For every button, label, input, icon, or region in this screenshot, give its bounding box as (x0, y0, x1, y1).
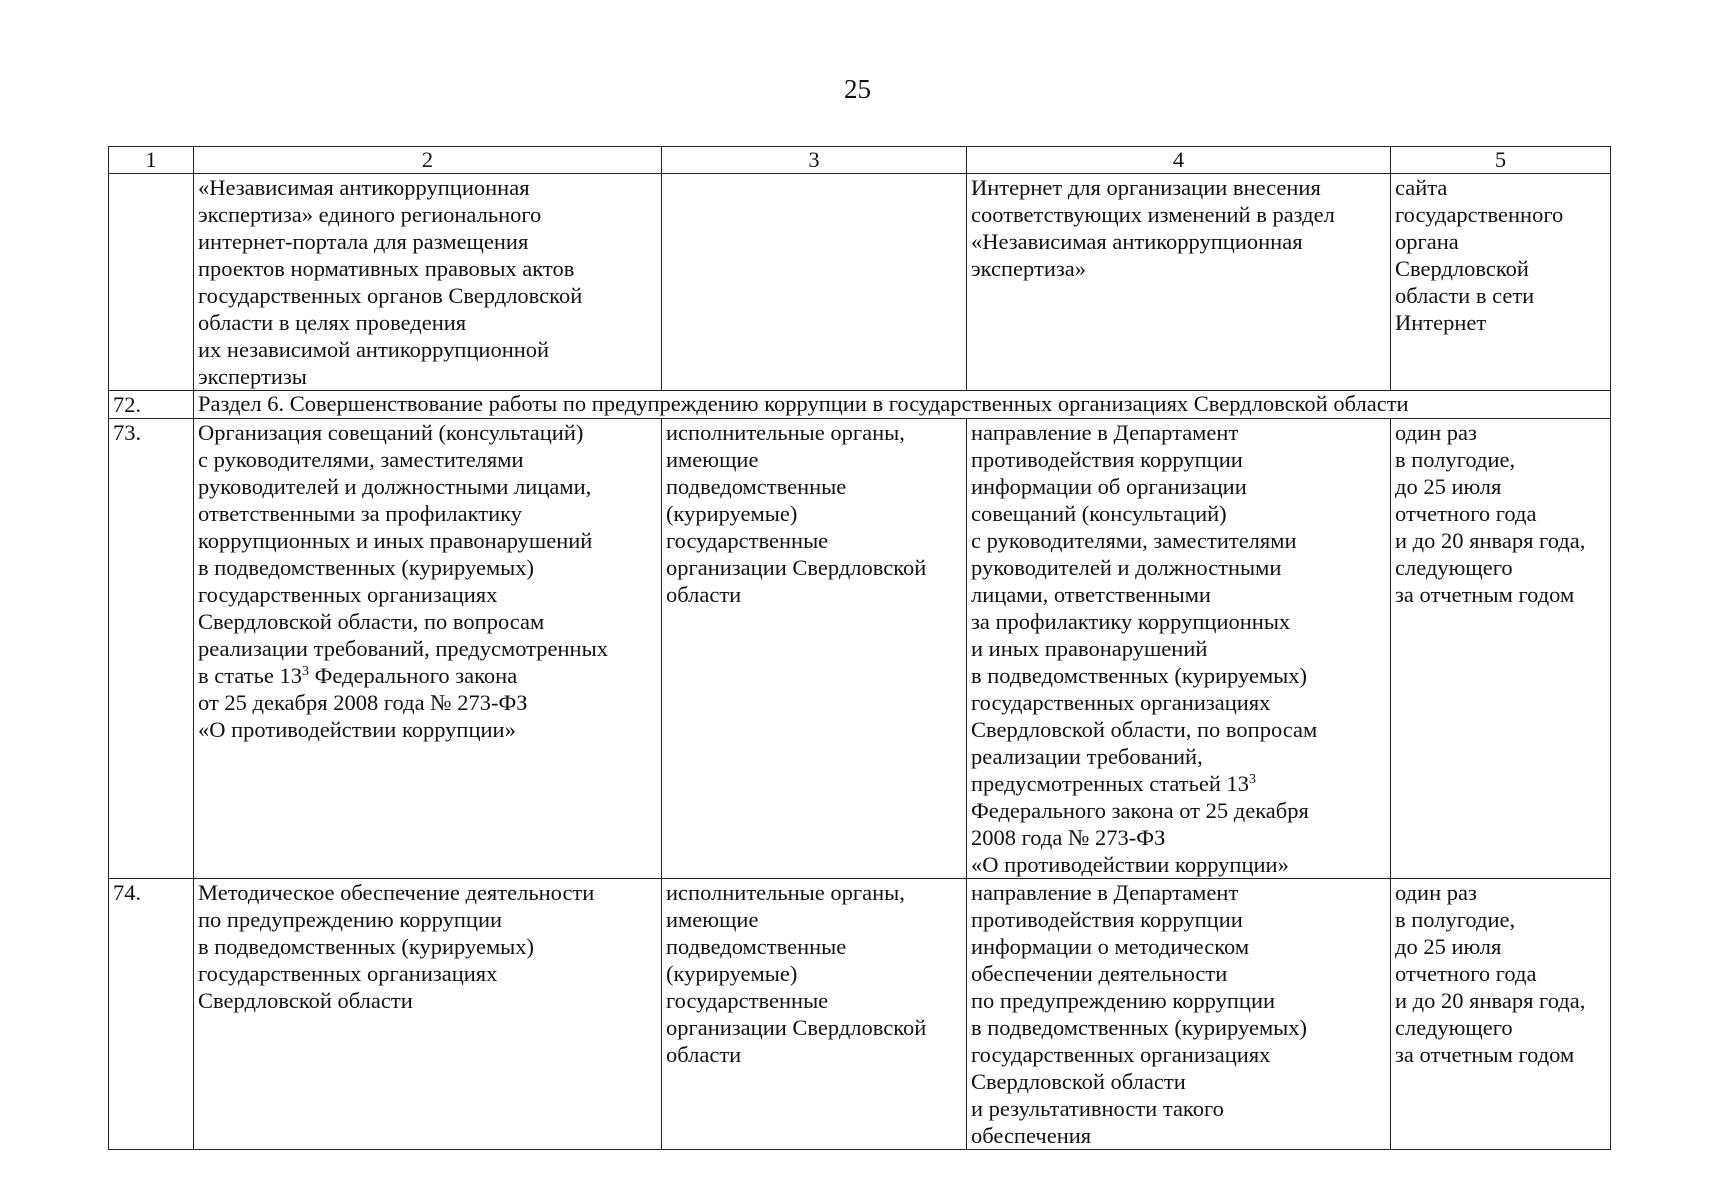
column-header-3: 3 (662, 147, 967, 174)
event-description-cell: Методическое обеспечение деятельности по предупреждению коррупции в подведомственных (курируемых) государственных организациях Свердловской области (194, 879, 662, 1150)
table-row-continuation (109, 174, 1611, 391)
row-number-cell: 73. (109, 419, 194, 879)
section-row (109, 391, 1611, 419)
table-header-row (109, 147, 1611, 174)
column-header-5: 5 (1391, 147, 1611, 174)
executors-cell: исполнительные органы, имеющие подведомственные (курируемые) государственные организации Свердловской области (662, 419, 967, 879)
expected-result-cell: направление в Департамент противодействия коррупции информации о методическом обеспечении деятельности по предупреждению коррупции в подведомственных (курируемых) государственных организациях Свердловской области и результативности такого обеспечения (967, 879, 1391, 1150)
row-number-cell (109, 174, 194, 391)
event-description-cell: Организация совещаний (консультаций) с руководителями, заместителями руководителей и должностными лицами, ответственными за профилактику коррупционных и иных правонарушений в подведомственных (курируемых) государственных организациях Свердловской области, по вопросам реализации требований, предусмотренных в статье $13^3$ Федерального закона от 25 декабря 2008 года № 273-ФЗ «О противодействии коррупции» (194, 419, 662, 879)
expected-result-cell: направление в Департамент противодействия коррупции информации об организации совещаний (консультаций) с руководителями, заместителями руководителей и должностными лицами, ответственными за профилактику коррупционных и иных правонарушений в подведомственных (курируемых) государственных организациях Свердловской области, по вопросам реализации требований, предусмотренных статьей $13^3$ Федерального закона от 25 декабря 2008 года № 273-ФЗ «О противодействии коррупции» (967, 419, 1391, 879)
document-table (108, 146, 1611, 1150)
page-number: 25 (844, 74, 871, 104)
executors-cell: исполнительные органы, имеющие подведомственные (курируемые) государственные организации Свердловской области (662, 879, 967, 1150)
row-number-cell: 74. (109, 879, 194, 1150)
table-row-73 (109, 419, 1611, 879)
deadline-cell: один раз в полугодие, до 25 июля отчетного года и до 20 января года, следующего за отчетным годом (1391, 419, 1611, 879)
section-title: Раздел 6. Совершенствование работы по предупреждению коррупции в государственных организациях Свердловской области (194, 391, 1611, 419)
event-description-cell: «Независимая антикоррупционная экспертиза» единого регионального интернет-портала для размещения проектов нормативных правовых актов государственных органов Свердловской области в целях проведения их независимой антикоррупционной экспертизы (194, 174, 662, 391)
column-header-1: 1 (109, 147, 194, 174)
deadline-cell: один раз в полугодие, до 25 июля отчетного года и до 20 января года, следующего за отчетным годом (1391, 879, 1611, 1150)
executors-cell (662, 174, 967, 391)
deadline-cell: сайта государственного органа Свердловской области в сети Интернет (1391, 174, 1611, 391)
row-number-cell: 72. (109, 391, 194, 419)
column-header-2: 2 (194, 147, 662, 174)
expected-result-cell: Интернет для организации внесения соответствующих изменений в раздел «Независимая антикоррупционная экспертиза» (967, 174, 1391, 391)
table-row-74 (109, 879, 1611, 1150)
column-header-4: 4 (967, 147, 1391, 174)
